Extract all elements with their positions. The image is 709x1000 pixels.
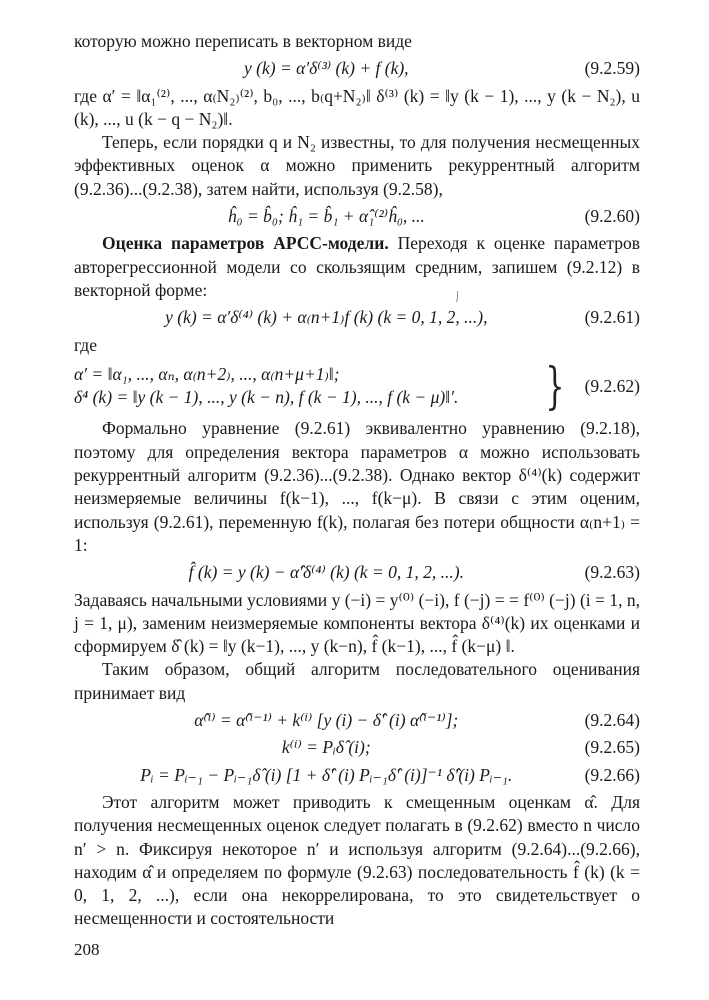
equation-formula: α̂⁽ⁱ⁾ = α̂⁽ⁱ⁻¹⁾ + k⁽ⁱ⁾ [y (i) − δ̂′ (i) α̂⁽ⁱ⁻¹⁾]; bbox=[194, 710, 459, 731]
equation bbox=[74, 764, 640, 787]
equation-formula: f̂ (k) = y (k) − α̂′δ⁽⁴⁾ (k) (k = 0, 1, 2, ...). bbox=[188, 562, 464, 583]
page-number: 208 bbox=[74, 940, 100, 959]
equation-number: (9.2.64) bbox=[584, 710, 640, 731]
paragraph bbox=[74, 417, 640, 557]
paragraph bbox=[74, 658, 640, 705]
equation-lines bbox=[74, 363, 535, 410]
equation-formula: ĥ₀ = b̂₀; ĥ₁ = b̂₁ + α̂₁⁽²⁾ĥ₀, ... bbox=[227, 206, 425, 227]
equation bbox=[74, 736, 640, 759]
equation-number: (9.2.62) bbox=[584, 375, 640, 396]
equation bbox=[74, 306, 640, 329]
equation-formula: y (k) = α′δ⁽³⁾ (k) + f (k), bbox=[244, 58, 409, 79]
equation bbox=[74, 205, 640, 228]
paragraph bbox=[74, 131, 640, 201]
paragraph-text: Этот алгоритм может приводить к смещенным оценкам α̂. Для получения несмещенных оценок следует полагать в (9.2.62) вместо n число n′ > n. Фиксируя некоторое n′ и используя алгоритм (9.2.64)...(9.2.66), находим α̂ и определяем по формуле (9.2.63) последовательность f̂ (k) (k = 0, 1, 2, ...), если она некоррелирована, то это свидетельствует о несмещенности и состоятельности bbox=[74, 791, 640, 929]
equation-number: (9.2.65) bbox=[584, 737, 640, 758]
paragraph bbox=[74, 589, 640, 659]
paragraph-text: Теперь, если порядки q и N₂ известны, то для получения несмещенных эффективных оценок α можно применить рекуррентный алгоритм (9.2.36)...(9.2.38), затем найти, используя (9.2.58), bbox=[74, 132, 640, 199]
equation-number: (9.2.66) bbox=[584, 764, 640, 785]
paragraph bbox=[74, 30, 640, 53]
equation-line: δ⁴ (k) = ‖y (k − 1), ..., y (k − n), f (k − 1), ..., f (k − μ)‖′. bbox=[74, 387, 459, 408]
paragraph bbox=[74, 85, 640, 132]
equation-formula: Pᵢ = Pᵢ₋₁ − Pᵢ₋₁δ̂ (i) [1 + δ̂′ (i) Pᵢ₋₁δ̂′ (i)]⁻¹ δ̂′(i) Pᵢ₋₁. bbox=[140, 764, 513, 785]
equation-number: (9.2.59) bbox=[584, 58, 640, 79]
paragraph-text: где α′ = ‖α₁⁽²⁾, ..., α₍N₂₎⁽²⁾, b₀, ..., b₍q+N₂₎‖ δ⁽³⁾ (k) = ‖y (k − 1), ..., y (k − N₂), u (k), ..., u (k − q − N₂)‖. bbox=[74, 85, 640, 129]
paragraph-text: Формально уравнение (9.2.61) эквивалентно уравнению (9.2.18), поэтому для определения вектора параметров α можно использовать рекуррентный алгоритм (9.2.36)...(9.2.38). Однако вектор δ⁽⁴⁾(k) содержит неизмеряемые величины f(k−1), ..., f(k−μ). В связи с этим оценим, используя (9.2.61), переменную f(k), полагая без потери общности α₍n+1₎ = 1: bbox=[74, 418, 640, 555]
equation-number: (9.2.61) bbox=[584, 307, 640, 328]
paragraph-text: Переходя к оценке параметров авторегрессионной модели со скользящим средним, запишем (9.2.12) в векторной форме: bbox=[74, 233, 640, 300]
paragraph-text: где bbox=[74, 334, 97, 355]
paragraph bbox=[74, 334, 640, 357]
pencil-mark: ⁄ bbox=[453, 290, 463, 305]
equation bbox=[74, 709, 640, 732]
equation bbox=[74, 561, 640, 584]
equation bbox=[74, 57, 640, 80]
paragraph-text: Задаваясь начальными условиями y (−i) = y⁽⁰⁾ (−i), f (−j) = = f⁽⁰⁾ (−j) (i = 1, n, j = 1, μ), заменим неизмеряемые компоненты вектора δ⁽⁴⁾(k) их оценками и сформируем δ̂ (k) = ‖y (k−1), ..., y (k−n), f̂ (k−1), ..., f̂ (k−μ) ‖. bbox=[74, 589, 640, 657]
section-heading: Оценка параметров АРСС-модели. bbox=[102, 233, 389, 254]
equation-number: (9.2.63) bbox=[584, 562, 640, 583]
paragraph bbox=[74, 791, 640, 931]
equation-line: α′ = ‖α₁, ..., αₙ, α₍n+2₎, ..., α₍n+μ+1₎‖; bbox=[74, 363, 340, 384]
paragraph-text: которую можно переписать в векторном виде bbox=[74, 31, 412, 51]
paragraph-text: Таким образом, общий алгоритм последовательного оценивания принимает вид bbox=[74, 659, 640, 703]
equation-formula: k⁽ⁱ⁾ = Pᵢδ̂ (i); bbox=[281, 737, 371, 758]
right-brace: } bbox=[545, 357, 565, 416]
page-body bbox=[74, 30, 640, 931]
equation-number: (9.2.60) bbox=[584, 206, 640, 227]
equation-formula: y (k) = α′δ⁽⁴⁾ (k) + α₍n+1₎f (k) (k = 0, 1, 2, ...), bbox=[165, 307, 488, 328]
equation-system bbox=[74, 357, 640, 416]
paragraph bbox=[74, 232, 640, 302]
